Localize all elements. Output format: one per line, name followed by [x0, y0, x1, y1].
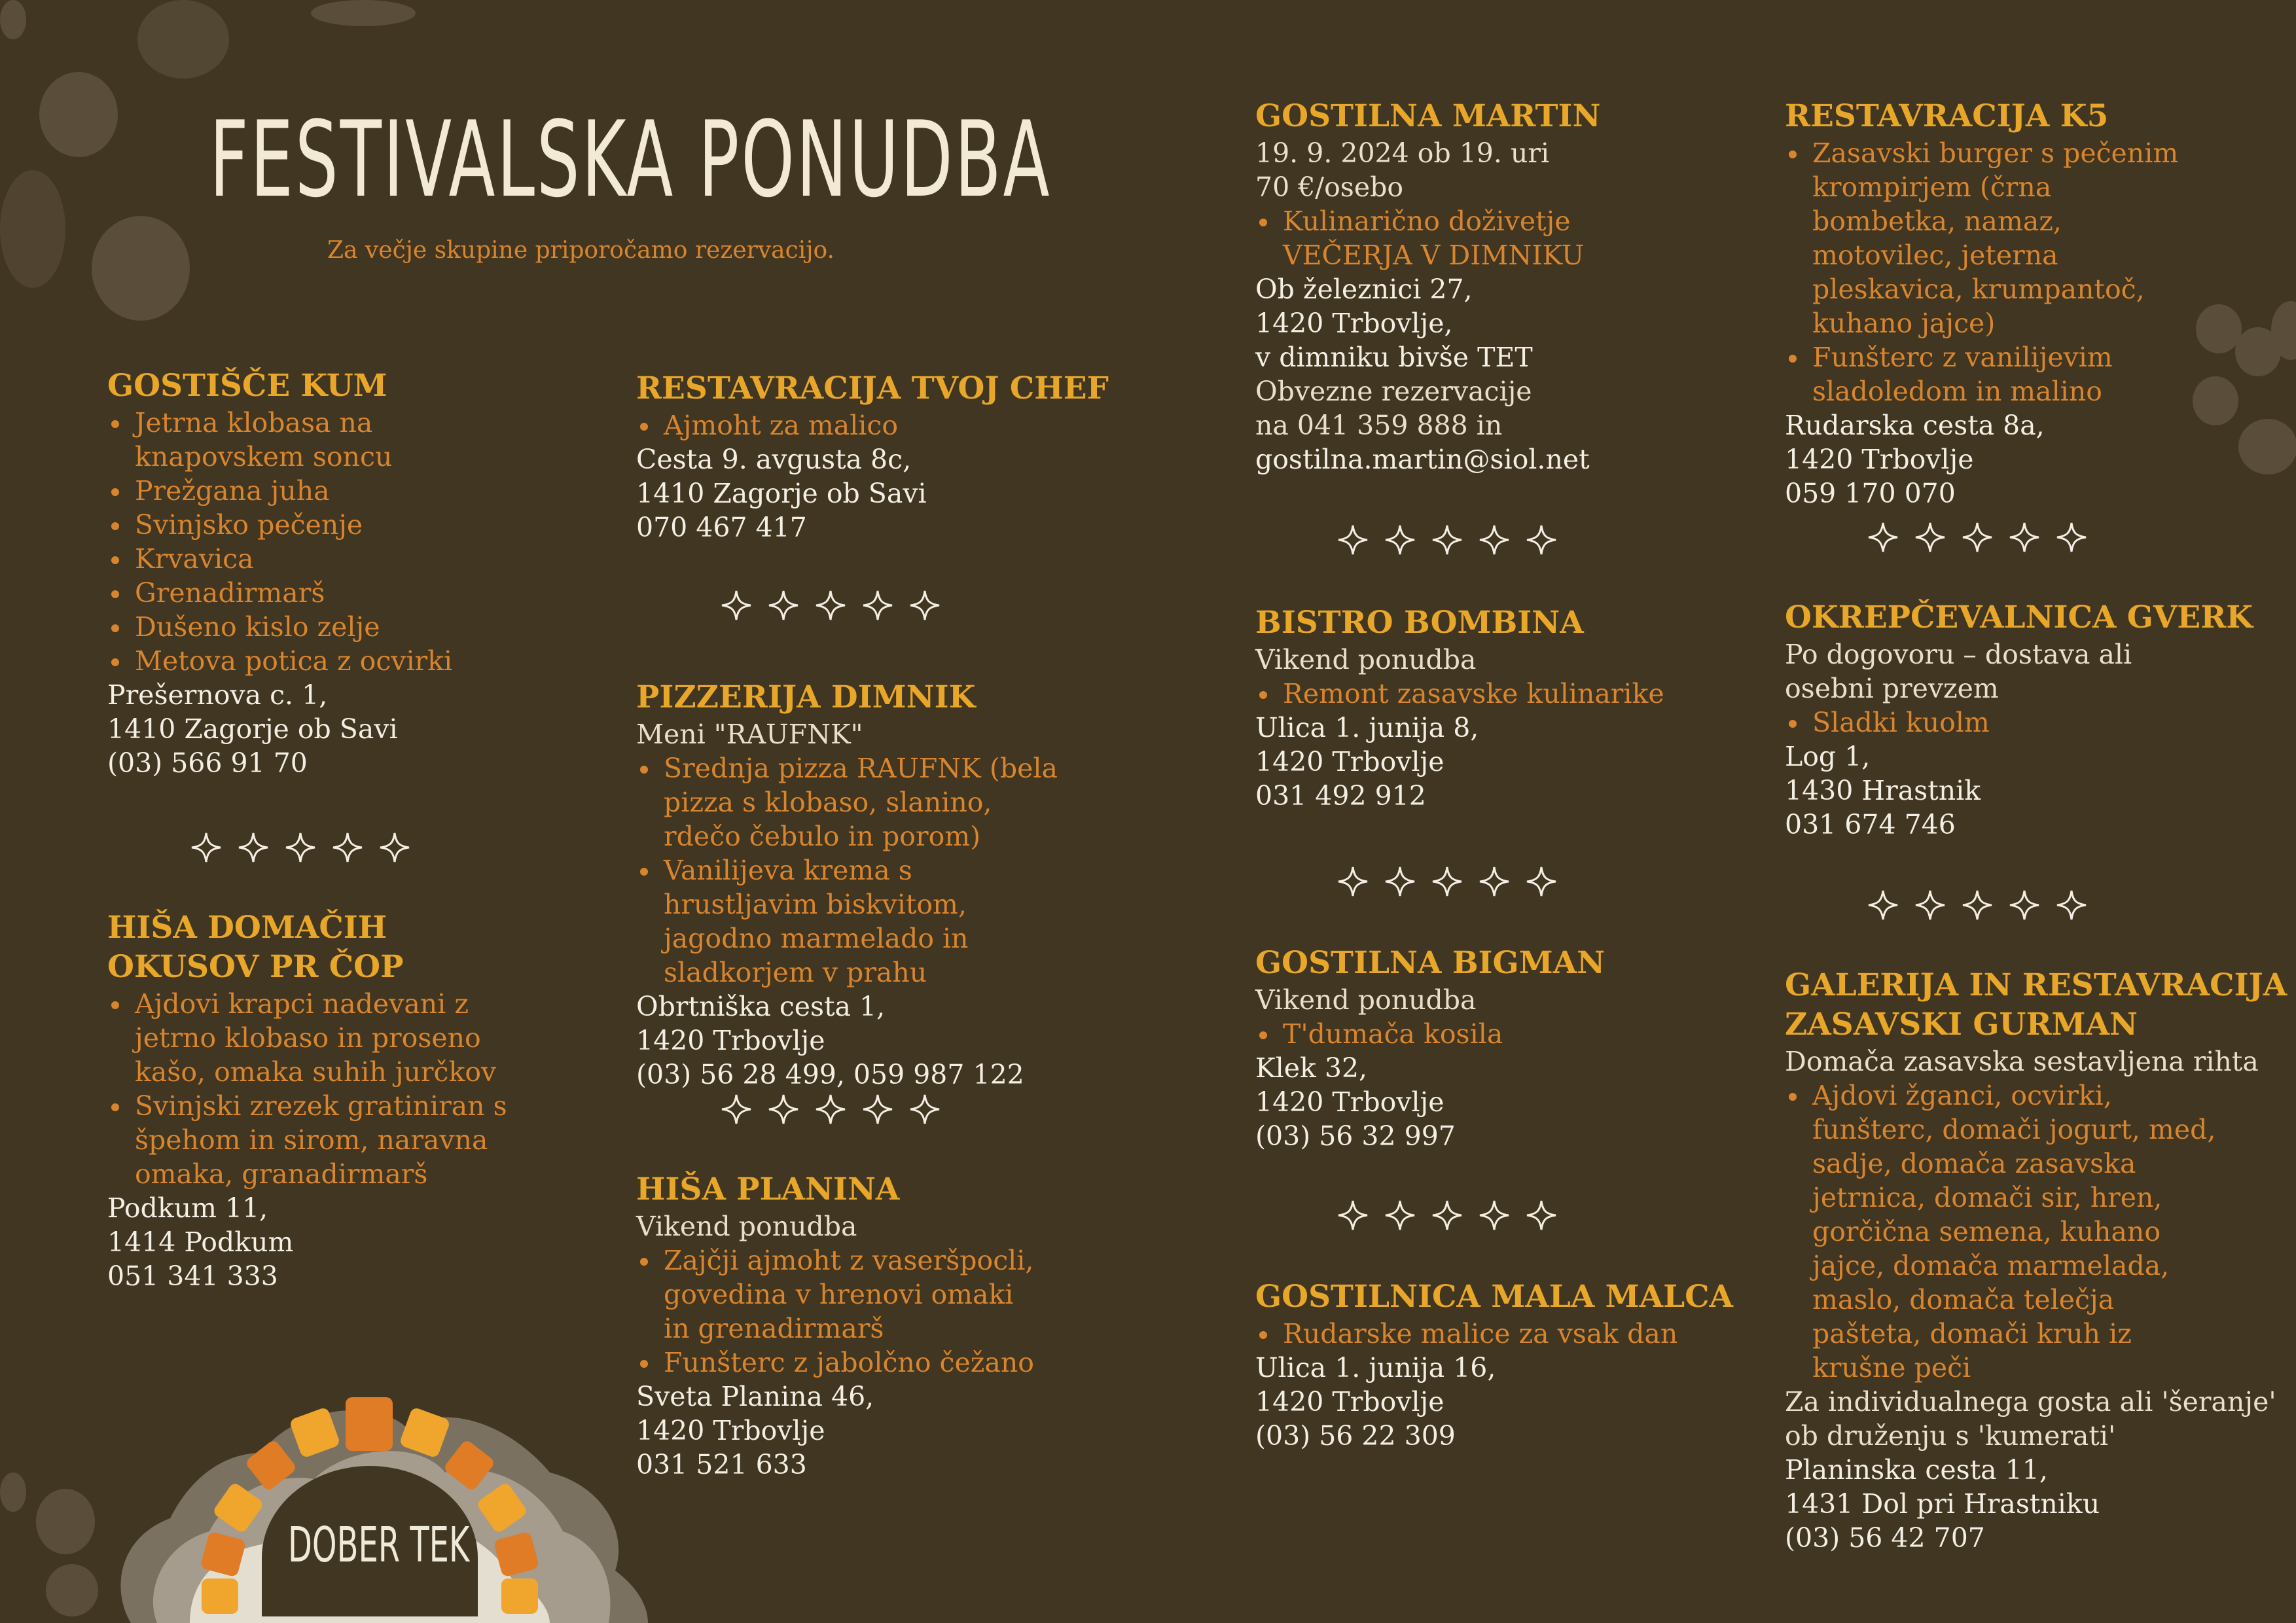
- star-icon: [2055, 521, 2088, 556]
- address-line: 1420 Trbovlje: [1785, 444, 1974, 475]
- address-line: Sveta Planina 46,: [636, 1381, 874, 1412]
- address-line: 1431 Dol pri Hrastniku: [1785, 1488, 2100, 1520]
- restaurant-name: RESTAVRACIJA K5: [1785, 98, 2109, 134]
- address-line: Klek 32,: [1255, 1052, 1368, 1084]
- restaurant-zasavski-gurman: [1785, 966, 2295, 1555]
- page-subtitle: Za večje skupine priporočamo rezervacijo.: [327, 237, 834, 264]
- star-icon: [1431, 524, 1463, 559]
- restaurant-name: ZASAVSKI GURMAN: [1785, 1007, 2138, 1043]
- menu-item: Zasavski burger s pečenim krompirjem (črna bombetka, namaz, motovilec, jeterna pleskavica, krumpantoč, kuhano jajce): [1785, 136, 2191, 340]
- star-icon: [1431, 1199, 1463, 1234]
- price: 70 €/osebo: [1255, 171, 1404, 203]
- menu-item: Funšterc z jabolčno čežano: [636, 1346, 1042, 1380]
- star-icon: [1478, 524, 1511, 559]
- phone-number: 031 521 633: [636, 1449, 807, 1480]
- address-line: 1420 Trbovlje: [636, 1415, 825, 1446]
- menu-item: Svinjsko pečenje: [107, 508, 618, 542]
- address-line: 1420 Trbovlje: [636, 1025, 825, 1056]
- restaurant-name: OKREPČEVALNICA GVERK: [1785, 599, 2253, 635]
- phone-number: (03) 566 91 70: [107, 747, 308, 779]
- restaurant-name: GOSTILNA MARTIN: [1255, 98, 1601, 134]
- menu-note: Vikend ponudba: [1255, 984, 1477, 1016]
- address-line: Podkum 11,: [107, 1192, 268, 1224]
- address-line: 1420 Trbovlje: [1255, 746, 1444, 777]
- restaurant-hisa-domacih-okusov: [107, 908, 618, 1293]
- menu-item: Remont zasavske kulinarike: [1255, 677, 1766, 711]
- star-icon: [1914, 521, 1946, 556]
- star-divider: [1867, 889, 2088, 924]
- menu-note: Vikend ponudba: [636, 1211, 857, 1242]
- star-icon: [2008, 889, 2041, 924]
- restaurant-hisa-planina: [636, 1170, 1147, 1482]
- star-icon: [908, 589, 941, 624]
- menu-note: Vikend ponudba: [1255, 644, 1477, 675]
- background-blob: [0, 1472, 26, 1512]
- star-icon: [861, 1093, 894, 1128]
- menu-item: Sladki kuolm: [1785, 705, 2295, 740]
- phone-number: 031 674 746: [1785, 809, 1956, 840]
- restaurant-name: RESTAVRACIJA TVOJ CHEF: [636, 370, 1109, 406]
- menu-note: Domača zasavska sestavljena rihta: [1785, 1046, 2259, 1077]
- star-icon: [1867, 889, 1899, 924]
- phone-number: 031 492 912: [1255, 780, 1426, 812]
- star-icon: [720, 589, 753, 624]
- star-icon: [1336, 1199, 1369, 1234]
- star-divider: [1336, 1199, 1558, 1234]
- address-line: 1420 Trbovlje,: [1255, 308, 1453, 339]
- phone-number: (03) 56 32 997: [1255, 1120, 1456, 1152]
- restaurant-gostisce-kum: [107, 366, 618, 780]
- star-icon: [237, 831, 270, 866]
- star-divider: [1867, 521, 2088, 556]
- address-line: Prešernova c. 1,: [107, 679, 328, 711]
- phone-number: (03) 56 42 707: [1785, 1522, 1985, 1554]
- oven-logo: [92, 1315, 661, 1623]
- restaurant-bistro-bombina: [1255, 603, 1766, 813]
- restaurant-name: PIZZERIJA DIMNIK: [636, 679, 976, 715]
- menu-item: Funšterc z vanilijevim sladoledom in malino: [1785, 340, 2191, 408]
- star-divider: [720, 589, 941, 624]
- address-line: Log 1,: [1785, 741, 1871, 772]
- star-icon: [814, 1093, 847, 1128]
- restaurant-pizzerija-dimnik: [636, 678, 1147, 1092]
- star-icon: [1478, 1199, 1511, 1234]
- restaurant-okrepcevalnica-gverk: [1785, 598, 2295, 842]
- address-line: 1430 Hrastnik: [1785, 775, 1981, 806]
- star-icon: [1384, 865, 1416, 901]
- star-icon: [1914, 889, 1946, 924]
- star-icon: [2055, 889, 2088, 924]
- restaurant-name: BISTRO BOMBINA: [1255, 605, 1584, 641]
- address-line: Planinska cesta 11,: [1785, 1454, 2048, 1486]
- restaurant-tvoj-chef: [636, 369, 1147, 544]
- address-line: Cesta 9. avgusta 8c,: [636, 444, 912, 475]
- star-divider: [1336, 524, 1558, 559]
- reservation-email: gostilna.martin@siol.net: [1255, 444, 1590, 475]
- star-icon: [908, 1093, 941, 1128]
- star-divider: [1336, 865, 1558, 901]
- menu-item: Rudarske malice za vsak dan: [1255, 1317, 1766, 1351]
- phone-number: (03) 56 28 499, 059 987 122: [636, 1059, 1024, 1090]
- address-line: Rudarska cesta 8a,: [1785, 410, 2045, 441]
- star-icon: [814, 589, 847, 624]
- menu-item: Srednja pizza RAUFNK (bela pizza s klobaso, slanino, rdečo čebulo in porom): [636, 751, 1068, 853]
- address-line: Obrtniška cesta 1,: [636, 991, 886, 1022]
- menu-item: Grenadirmarš: [107, 576, 618, 610]
- menu-item: Metova potica z ocvirki: [107, 644, 618, 678]
- menu-note: Meni "RAUFNK": [636, 719, 863, 750]
- star-icon: [284, 831, 317, 866]
- phone-number: 051 341 333: [107, 1260, 278, 1292]
- star-icon: [1336, 524, 1369, 559]
- star-icon: [1961, 521, 1994, 556]
- menu-note: Po dogovoru – dostava ali: [1785, 639, 2132, 670]
- star-icon: [767, 589, 800, 624]
- menu-item: Dušeno kislo zelje: [107, 610, 618, 644]
- star-icon: [1867, 521, 1899, 556]
- star-icon: [1525, 1199, 1558, 1234]
- address-line: 1410 Zagorje ob Savi: [107, 713, 398, 745]
- menu-item: Kulinarično doživetje VEČERJA V DIMNIKU: [1255, 204, 1596, 272]
- address-line: Ob železnici 27,: [1255, 274, 1473, 305]
- restaurant-name: GOSTILNA BIGMAN: [1255, 945, 1605, 981]
- star-icon: [190, 831, 223, 866]
- menu-item: Prežgana juha: [107, 474, 618, 508]
- background-blob: [0, 170, 65, 288]
- star-icon: [767, 1093, 800, 1128]
- star-icon: [1336, 865, 1369, 901]
- phone-number: 070 467 417: [636, 512, 807, 543]
- star-icon: [861, 589, 894, 624]
- reservation-phone: na 041 359 888 in: [1255, 410, 1503, 441]
- menu-item: Vanilijeva krema s hrustljavim biskvitom, jagodno marmelado in sladkorjem v prahu: [636, 853, 1068, 990]
- restaurant-gostilna-bigman: [1255, 944, 1766, 1153]
- star-divider: [720, 1093, 941, 1128]
- menu-item: T'dumača kosila: [1255, 1017, 1766, 1051]
- star-icon: [1431, 865, 1463, 901]
- menu-item: Ajdovi žganci, ocvirki, funšterc, domači jogurt, med, sadje, domača zasavska jetrnica, domači sir, hren, gorčična semena, kuhano jajce, domača marmelada, maslo, domača telečja pašteta, domači kruh iz krušne peči: [1785, 1079, 2217, 1385]
- address-line: v dimniku bivše TET: [1255, 342, 1533, 373]
- star-icon: [2008, 521, 2041, 556]
- background-blob: [311, 0, 416, 26]
- star-icon: [1478, 865, 1511, 901]
- menu-item: Krvavica: [107, 542, 618, 576]
- menu-item: Zajčji ajmoht z vaseršpocli, govedina v hrenovi omaki in grenadirmarš: [636, 1243, 1042, 1346]
- star-icon: [1525, 865, 1558, 901]
- star-icon: [1525, 524, 1558, 559]
- restaurant-k5: [1785, 97, 2295, 510]
- background-blob: [0, 0, 26, 39]
- background-blob: [36, 1489, 95, 1554]
- star-icon: [1384, 524, 1416, 559]
- restaurant-gostilnica-mala-malca: [1255, 1277, 1766, 1453]
- phone-number: (03) 56 22 309: [1255, 1420, 1456, 1452]
- menu-note: osebni prevzem: [1785, 673, 1999, 704]
- menu-item: Jetrna klobasa na knapovskem soncu: [107, 406, 618, 474]
- menu-item: Ajmoht za malico: [636, 408, 1147, 442]
- background-blob: [39, 72, 118, 157]
- reservation-note: Obvezne rezervacije: [1255, 376, 1532, 407]
- address-line: 1414 Podkum: [107, 1226, 294, 1258]
- address-line: Ulica 1. junija 8,: [1255, 712, 1479, 743]
- address-line: 1420 Trbovlje: [1255, 1386, 1444, 1418]
- menu-note: ob druženju s 'kumerati': [1785, 1420, 2116, 1452]
- restaurant-name: GOSTILNICA MALA MALCA: [1255, 1279, 1733, 1315]
- star-icon: [331, 831, 364, 866]
- address-line: 1410 Zagorje ob Savi: [636, 478, 927, 509]
- restaurant-name: OKUSOV PR ČOP: [107, 949, 404, 985]
- star-icon: [1961, 889, 1994, 924]
- star-icon: [1384, 1199, 1416, 1234]
- restaurant-name: GALERIJA IN RESTAVRACIJA: [1785, 967, 2287, 1003]
- restaurant-name: HIŠA PLANINA: [636, 1171, 900, 1207]
- star-icon: [720, 1093, 753, 1128]
- star-icon: [378, 831, 411, 866]
- menu-item: Ajdovi krapci nadevani z jetrno klobaso in proseno kašo, omaka suhih jurčkov: [107, 987, 526, 1089]
- background-blob: [137, 0, 229, 79]
- page-title: FESTIVALSKA PONUDBA: [209, 98, 1052, 221]
- address-line: Ulica 1. junija 16,: [1255, 1352, 1496, 1383]
- restaurant-name: GOSTIŠČE KUM: [107, 368, 387, 404]
- phone-number: 059 170 070: [1785, 478, 1956, 509]
- event-date: 19. 9. 2024 ob 19. uri: [1255, 137, 1550, 169]
- background-blob: [46, 1564, 98, 1616]
- star-divider: [190, 831, 411, 866]
- menu-item: Svinjski zrezek gratiniran s špehom in sirom, naravna omaka, granadirmarš: [107, 1089, 526, 1191]
- address-line: 1420 Trbovlje: [1255, 1086, 1444, 1118]
- restaurant-gostilna-martin: [1255, 97, 1766, 476]
- logo-text: DOBER TEK: [288, 1517, 470, 1573]
- background-blob: [92, 216, 190, 321]
- menu-note: Za individualnega gosta ali 'šeranje': [1785, 1386, 2276, 1418]
- restaurant-name: HIŠA DOMAČIH: [107, 910, 387, 946]
